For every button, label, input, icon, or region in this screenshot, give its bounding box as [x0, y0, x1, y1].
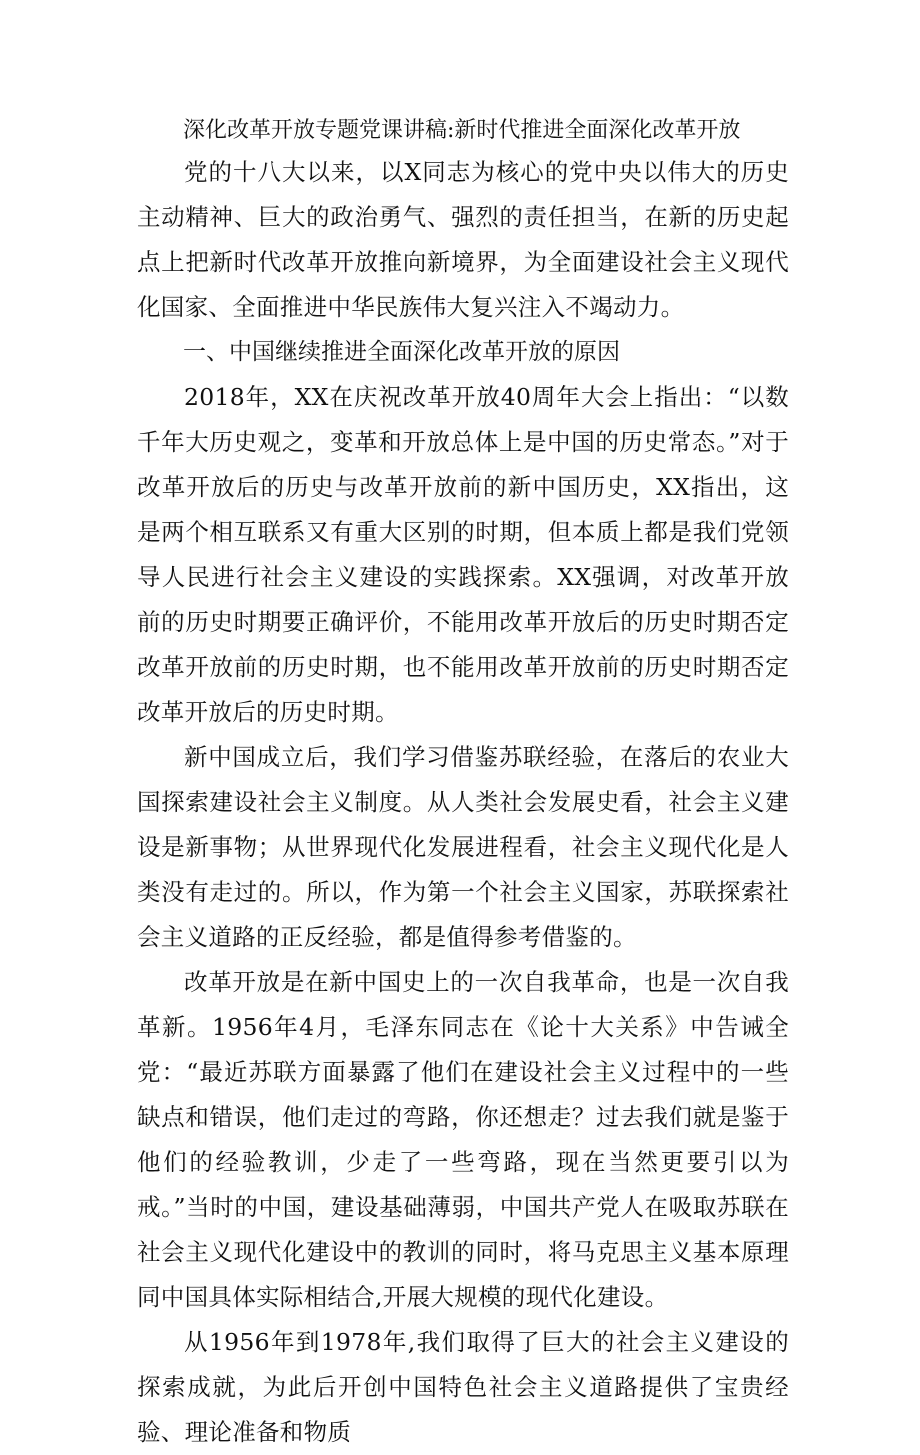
- paragraph-intro: 党的十八大以来，以X同志为核心的党中央以伟大的历史主动精神、巨大的政治勇气、强烈的责任担当，在新的历史起点上把新时代改革开放推向新境界，为全面建设社会主义现代化国家、全面推进中华民族伟大复兴注入不竭动力。: [137, 158, 789, 321]
- paragraph-self-revolution: 改革开放是在新中国史上的一次自我革命，也是一次自我革新。1956年4月，毛泽东同志在《论十大关系》中告诫全党：“最近苏联方面暴露了他们在建设社会主义过程中的一些缺点和错误，他们走过的弯路，你还想走？过去我们就是鉴于他们的经验教训，少走了一些弯路，现在当然更要引以为戒。”当时的中国，建设基础薄弱，中国共产党人在吸取苏联在社会主义现代化建设中的教训的同时，将马克思主义基本原理同中国具体实际相结合,开展大规模的现代化建设。: [137, 968, 789, 1311]
- paragraph-2018-speech: 2018年，XX在庆祝改革开放40周年大会上指出：“以数千年大历史观之，变革和开放总体上是中国的历史常态。”对于改革开放后的历史与改革开放前的新中国历史，XX指出，这是两个相互联系又有重大区别的时期，但本质上都是我们党领导人民进行社会主义建设的实践探索。XX强调，对改革开放前的历史时期要正确评价，不能用改革开放后的历史时期否定改革开放前的历史时期，也不能用改革开放前的历史时期否定改革开放后的历史时期。: [137, 383, 789, 726]
- section-heading-1: 一、中国继续推进全面深化改革开放的原因: [183, 339, 620, 365]
- document-title: 深化改革开放专题党课讲稿:新时代推进全面深化改革开放: [183, 118, 741, 143]
- document-body: [137, 150, 789, 1455]
- paragraph-soviet-experience: 新中国成立后，我们学习借鉴苏联经验，在落后的农业大国探索建设社会主义制度。从人类社会发展史看，社会主义建设是新事物；从世界现代化发展进程看，社会主义现代化是人类没有走过的。所以，作为第一个社会主义国家，苏联探索社会主义道路的正反经验，都是值得参考借鉴的。: [137, 743, 789, 951]
- paragraph-1956-1978: 从1956年到1978年,我们取得了巨大的社会主义建设的探索成就，为此后开创中国特色社会主义道路提供了宝贵经验、理论准备和物质: [137, 1328, 789, 1446]
